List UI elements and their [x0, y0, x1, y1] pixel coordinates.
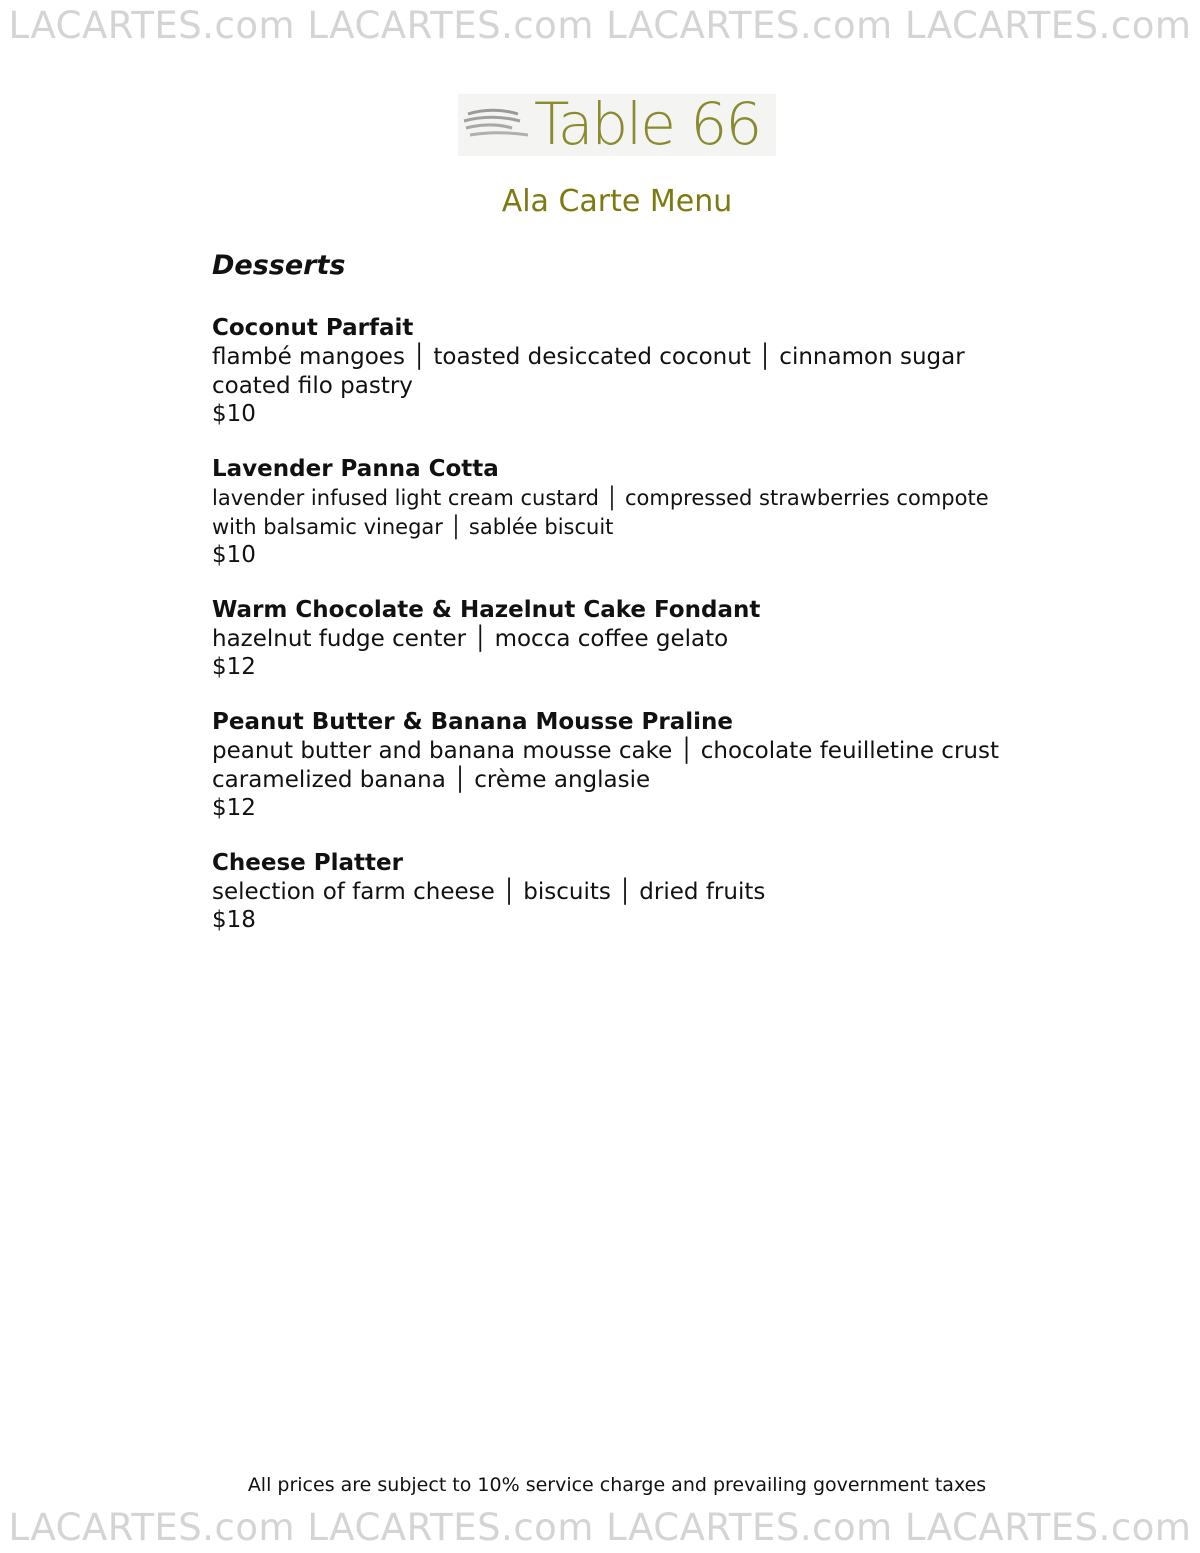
item-price: $10: [212, 542, 256, 568]
menu-title: Ala Carte Menu: [501, 184, 733, 219]
item-description: peanut butter and banana mousse cake │ chocolate feuilletine crust caramelized banana │ crème anglasie: [212, 738, 999, 793]
item-name: Warm Chocolate & Hazelnut Cake Fondant: [212, 597, 761, 623]
menu-content: [212, 248, 1092, 961]
item-description: selection of farm cheese │ biscuits │ dried fruits: [212, 879, 766, 905]
menu-item: [212, 849, 1092, 934]
section-title: Desserts: [212, 250, 346, 281]
watermark-top: LACARTES.com LACARTES.com LACARTES.com LACARTES.com: [8, 4, 1192, 47]
footer-note: All prices are subject to 10% service charge and prevailing government taxes: [247, 1474, 987, 1496]
item-price: $10: [212, 401, 256, 427]
menu-item: [212, 455, 1092, 569]
item-description: hazelnut fudge center │ mocca coffee gelato: [212, 626, 729, 652]
item-price: $18: [212, 907, 256, 933]
logo-wordmark: Table 66: [534, 90, 761, 158]
item-name: Lavender Panna Cotta: [212, 456, 499, 482]
menu-item: [212, 596, 1092, 681]
item-price: $12: [212, 795, 256, 821]
item-name: Coconut Parfait: [212, 315, 414, 341]
menu-item: [212, 314, 1092, 428]
watermark-bottom: LACARTES.com LACARTES.com LACARTES.com LACARTES.com: [8, 1506, 1192, 1549]
menu-item: [212, 708, 1092, 822]
item-description: lavender infused light cream custard │ compressed strawberries compote with balsamic vinegar │ sablée biscuit: [212, 486, 989, 539]
plate-stack-icon: [462, 108, 532, 142]
item-name: Peanut Butter & Banana Mousse Praline: [212, 709, 733, 735]
item-description: flambé mangoes │ toasted desiccated coconut │ cinnamon sugar coated filo pastry: [212, 344, 965, 399]
restaurant-logo: [458, 90, 776, 158]
item-price: $12: [212, 654, 256, 680]
item-name: Cheese Platter: [212, 850, 403, 876]
